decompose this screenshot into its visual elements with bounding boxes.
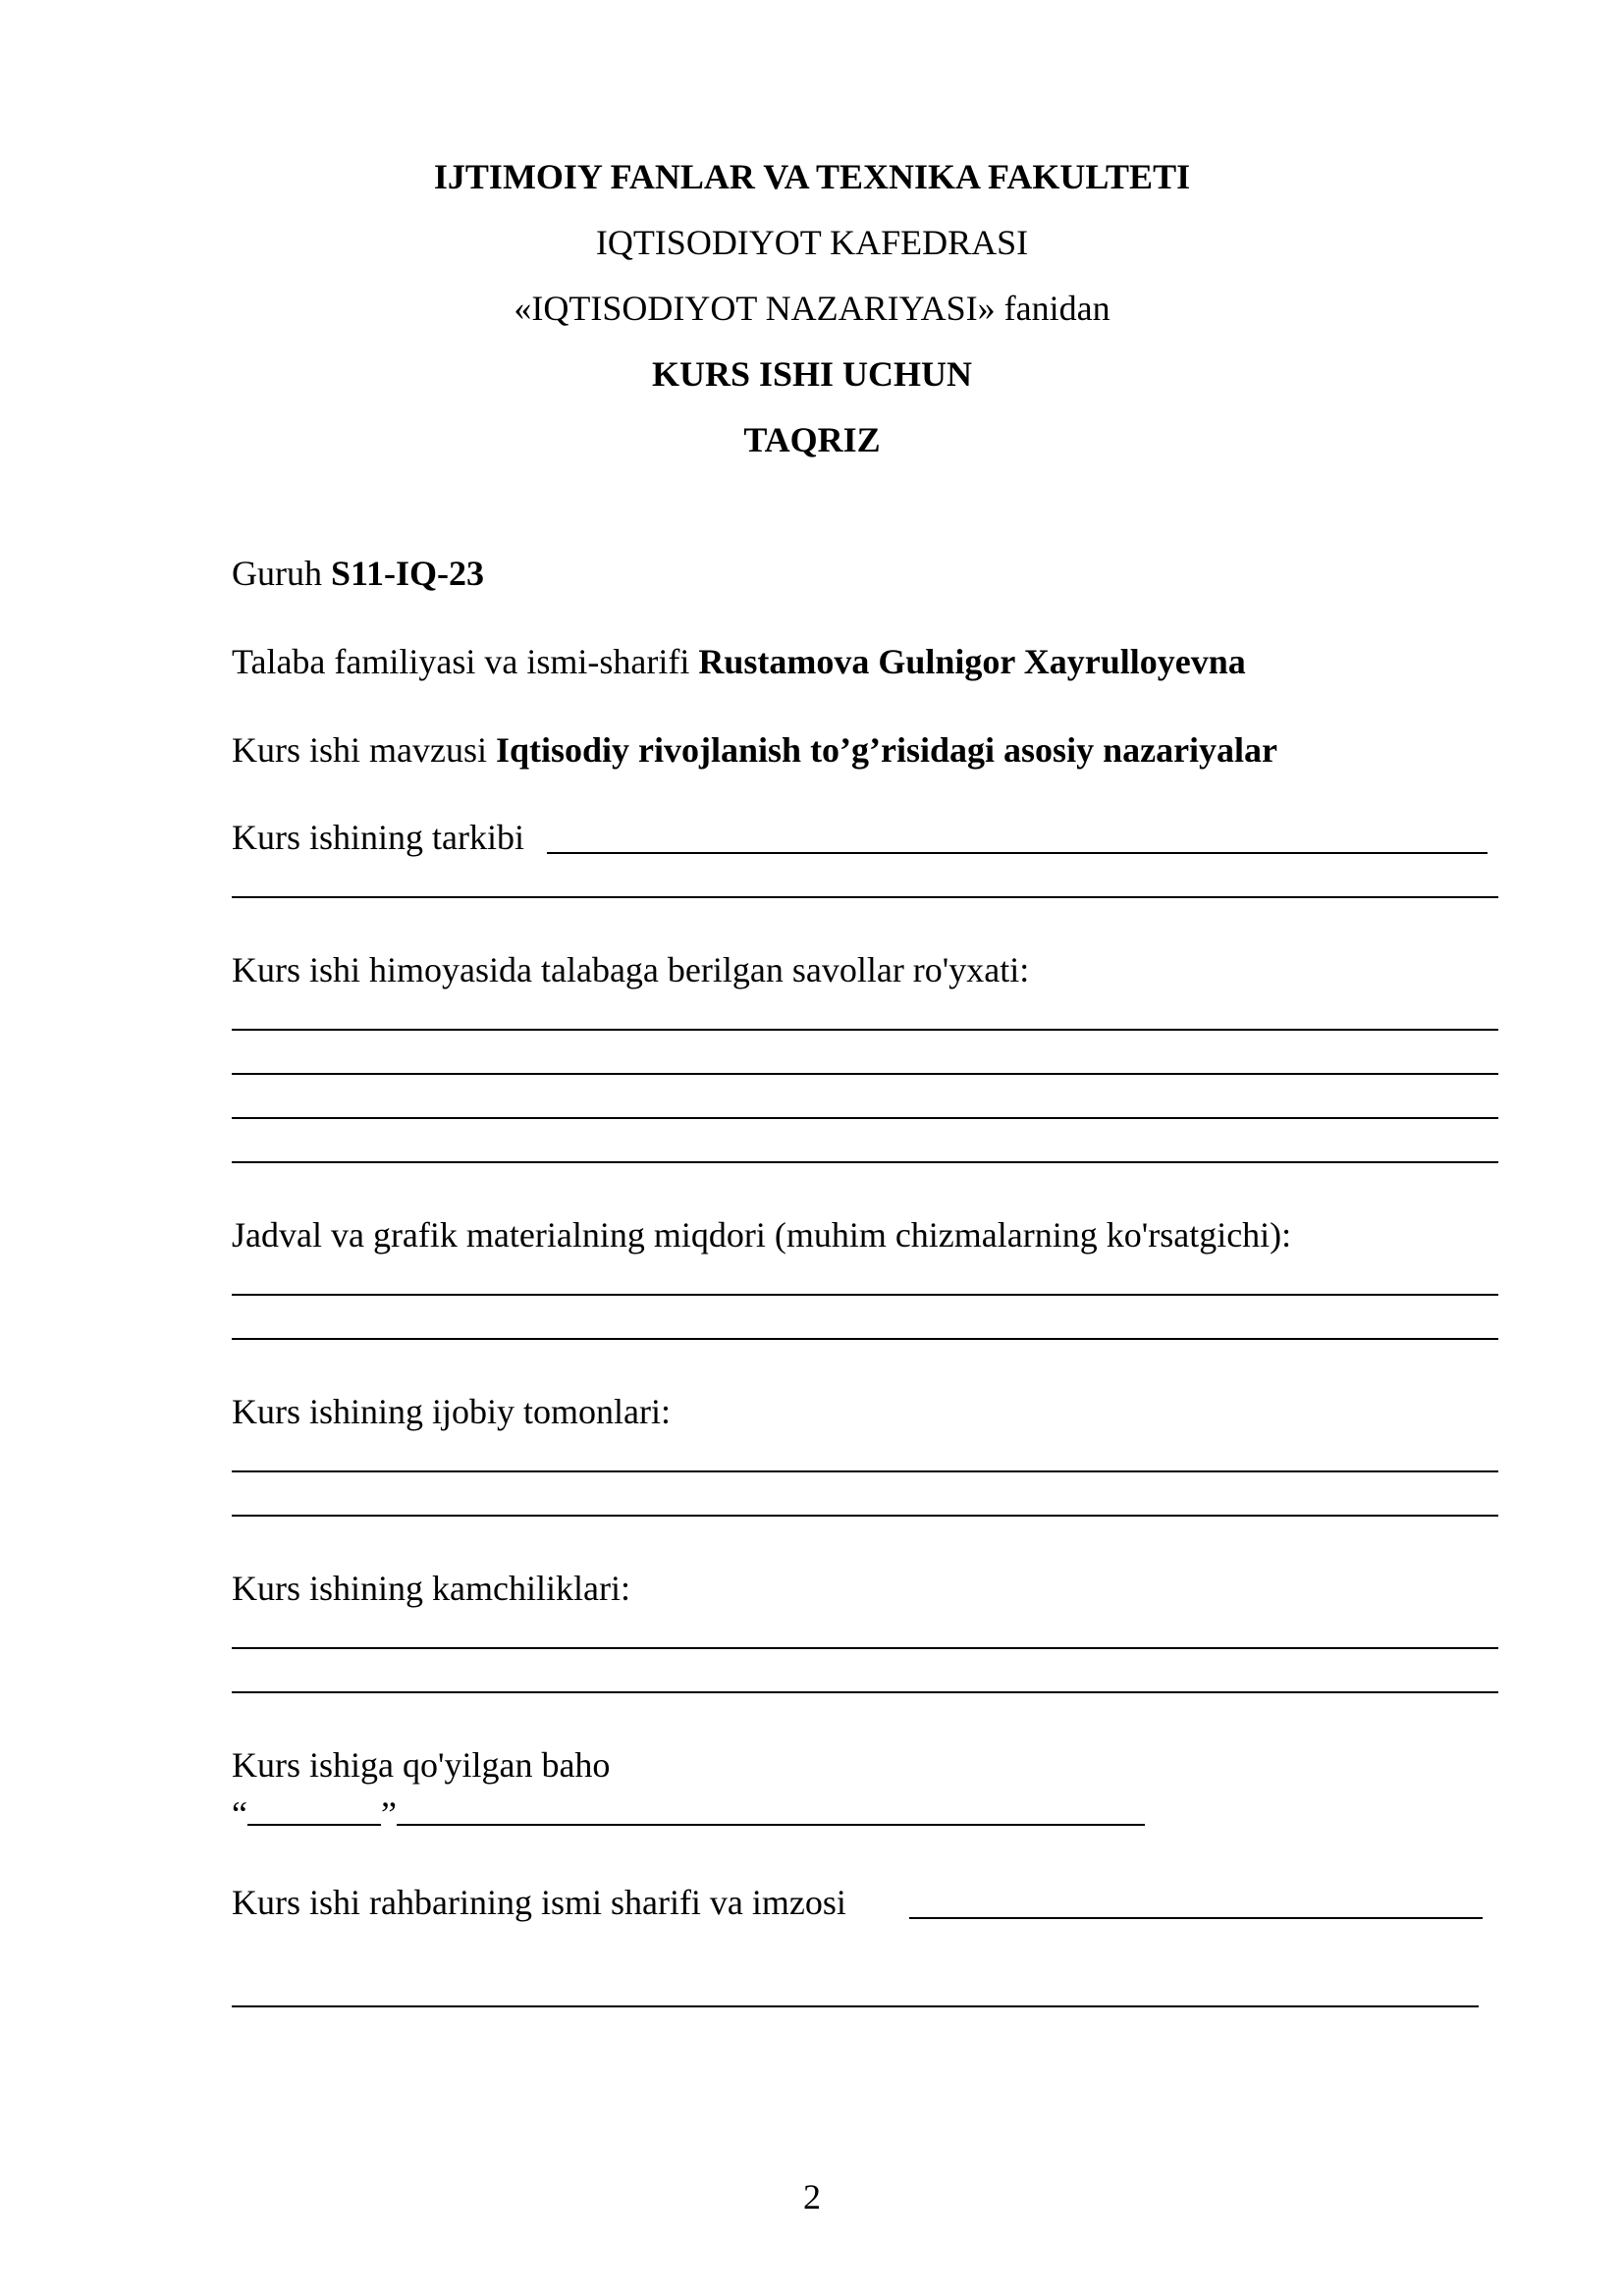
student-value: Rustamova Gulnigor Xayrulloyevna bbox=[698, 642, 1246, 681]
document-title: TAQRIZ bbox=[743, 420, 881, 459]
faculty-heading: IJTIMOIY FANLAR VA TEXNIKA FAKULTETI bbox=[433, 157, 1191, 196]
structure-label: Kurs ishining tarkibi bbox=[232, 818, 524, 857]
group-label: Guruh bbox=[232, 554, 331, 593]
grade-label: Kurs ishiga qo'yilgan baho bbox=[232, 1745, 611, 1785]
shortcomings-line bbox=[232, 1567, 630, 1610]
materials-blank[interactable] bbox=[232, 1338, 1498, 1340]
structure-blank[interactable] bbox=[232, 896, 1498, 898]
questions-line bbox=[232, 948, 1029, 991]
positives-label: Kurs ishining ijobiy tomonlari: bbox=[232, 1392, 671, 1431]
questions-blank[interactable] bbox=[232, 1117, 1498, 1119]
materials-line bbox=[232, 1213, 1291, 1256]
department-heading: IQTISODIYOT KAFEDRASI bbox=[595, 223, 1029, 262]
positives-line bbox=[232, 1390, 671, 1433]
questions-blank[interactable] bbox=[232, 1161, 1498, 1163]
shortcomings-blank[interactable] bbox=[232, 1647, 1498, 1649]
group-line bbox=[232, 552, 484, 595]
structure-line bbox=[232, 816, 524, 859]
student-line bbox=[232, 640, 1246, 683]
page-number: 2 bbox=[803, 2177, 821, 2216]
topic-line bbox=[232, 728, 1277, 772]
supervisor-label: Kurs ishi rahbarining ismi sharifi va imzosi bbox=[232, 1883, 846, 1922]
questions-blank[interactable] bbox=[232, 1073, 1498, 1075]
supervisor-line bbox=[232, 1881, 846, 1924]
positives-blank[interactable] bbox=[232, 1515, 1498, 1517]
grade-close-quote: ” bbox=[380, 1794, 397, 1834]
structure-blank-inline[interactable] bbox=[547, 852, 1488, 854]
topic-label: Kurs ishi mavzusi bbox=[232, 730, 496, 770]
supervisor-signature-blank[interactable] bbox=[909, 1917, 1483, 1919]
questions-blank[interactable] bbox=[232, 1029, 1498, 1031]
questions-label: Kurs ishi himoyasida talabaga berilgan savollar ro'yxati: bbox=[232, 950, 1030, 989]
student-label: Talaba familiyasi va ismi-sharifi bbox=[232, 642, 699, 681]
positives-blank[interactable] bbox=[232, 1470, 1498, 1472]
supervisor-extra-blank[interactable] bbox=[232, 2005, 1479, 2007]
materials-label: Jadval va grafik materialning miqdori (muhim chizmalarning ko'rsatgichi): bbox=[232, 1215, 1292, 1255]
grade-line bbox=[232, 1743, 610, 1787]
materials-blank[interactable] bbox=[232, 1294, 1498, 1296]
grade-entry bbox=[232, 1792, 1145, 1836]
shortcomings-blank[interactable] bbox=[232, 1691, 1498, 1693]
grade-blank[interactable] bbox=[247, 1796, 381, 1826]
purpose-heading: KURS ISHI UCHUN bbox=[651, 354, 973, 394]
grade-comment-blank[interactable] bbox=[397, 1796, 1145, 1826]
topic-value: Iqtisodiy rivojlanish to’g’risidagi asosiy nazariyalar bbox=[495, 730, 1278, 770]
grade-open-quote: “ bbox=[232, 1794, 247, 1834]
group-value: S11-IQ-23 bbox=[331, 554, 485, 593]
shortcomings-label: Kurs ishining kamchiliklari: bbox=[232, 1569, 630, 1608]
subject-heading: «IQTISODIYOT NAZARIYASI» fanidan bbox=[514, 289, 1110, 328]
